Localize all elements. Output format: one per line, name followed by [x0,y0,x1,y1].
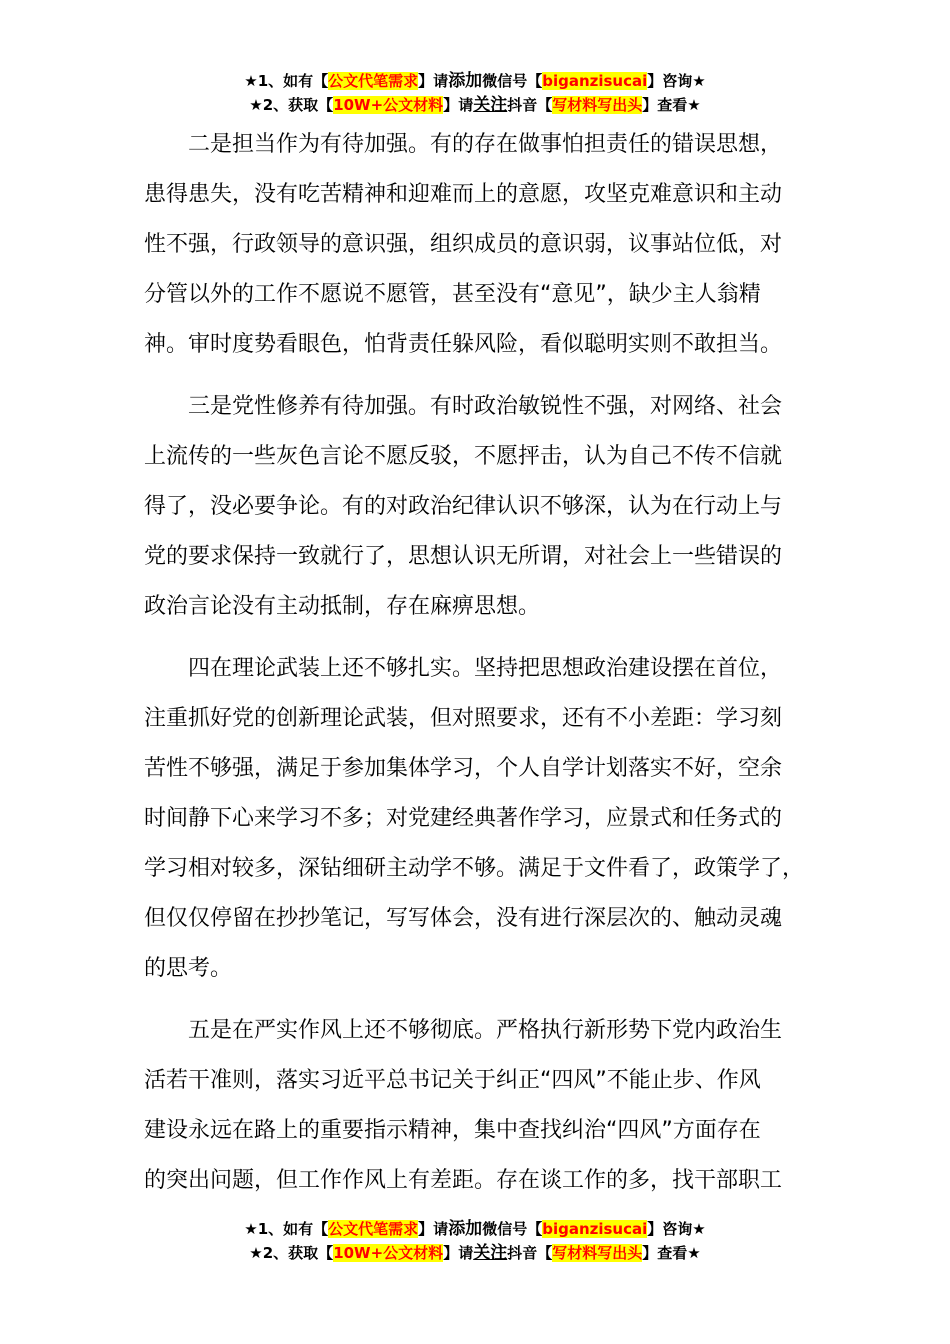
banner-text: 微信号【 [482,1220,543,1238]
highlight-wechat-id: biganzisucai [542,72,648,90]
document-body [144,120,834,1218]
text-line: 五是在严实作风上还不够彻底。严格执行新形势下党内政治生 [144,1018,783,1043]
banner-text: 】查看★ [642,1244,701,1262]
text-line: 苦性不够强，满足于参加集体学习，个人自学计划落实不好，空余 [144,756,783,781]
text-line: 学习相对较多，深钻细研主动学不够。满足于文件看了，政策学了， [144,856,805,881]
banner-line-1 [0,69,950,93]
banner-text: 抖音【 [507,96,553,114]
text-line: 的思考。 [144,956,233,981]
banner-text: 微信号【 [482,72,543,90]
banner-line-1 [0,1217,950,1241]
header-banner [0,69,950,117]
text-line: 活若干准则，落实习近平总书记关于纠正“四风”不能止步、作风 [144,1068,761,1093]
banner-line-2 [0,93,950,117]
text-line: 时间静下心来学习不多；对党建经典著作学习，应景式和任务式的 [144,806,783,831]
text-line: 注重抓好党的创新理论武装，但对照要求，还有不小差距：学习刻 [144,706,783,731]
banner-text: ★2、获取【 [249,1244,334,1262]
banner-emphasis: 关注 [473,95,508,115]
text-line: 性不强，行政领导的意识强，组织成员的意识弱，议事站位低，对 [144,232,783,257]
banner-emphasis: 添加 [448,71,483,91]
banner-text: 】请 [418,1220,449,1238]
banner-text: 】咨询★ [647,72,706,90]
text-line: 四在理论武装上还不够扎实。坚持把思想政治建设摆在首位， [144,656,783,681]
text-line: 得了，没必要争论。有的对政治纪律认识不够深，认为在行动上与 [144,494,783,519]
text-line: 二是担当作为有待加强。有的存在做事怕担责任的错误思想， [144,132,783,157]
highlight-wechat-id: biganzisucai [542,1220,648,1238]
banner-text: 抖音【 [507,1244,553,1262]
highlight-douyin: 写材料写出头 [552,96,643,114]
paragraph [144,382,834,632]
highlight-service: 公文代笔需求 [328,72,419,90]
banner-text: 】请 [443,96,474,114]
highlight-douyin: 写材料写出头 [552,1244,643,1262]
banner-text: 】查看★ [642,96,701,114]
banner-text: 】请 [418,72,449,90]
text-line: 政治言论没有主动抵制，存在麻痹思想。 [144,594,541,619]
banner-text: ★1、如有【 [244,72,329,90]
banner-text: 】请 [443,1244,474,1262]
banner-emphasis: 添加 [448,1219,483,1239]
text-line: 三是党性修养有待加强。有时政治敏锐性不强，对网络、社会 [144,394,783,419]
paragraph [144,1006,834,1206]
paragraph [144,644,834,994]
text-line: 建设永远在路上的重要指示精神，集中查找纠治“四风”方面存在 [144,1118,761,1143]
highlight-materials: 10W+公文材料 [333,1244,444,1262]
text-line: 神。审时度势看眼色，怕背责任躲风险，看似聪明实则不敢担当。 [144,332,783,357]
text-line: 上流传的一些灰色言论不愿反驳，不愿抨击，认为自己不传不信就 [144,444,783,469]
text-line: 患得患失，没有吃苦精神和迎难而上的意愿，攻坚克难意识和主动 [144,182,783,207]
banner-text: ★2、获取【 [249,96,334,114]
highlight-service: 公文代笔需求 [328,1220,419,1238]
paragraph [144,120,834,370]
banner-text: ★1、如有【 [244,1220,329,1238]
text-line: 党的要求保持一致就行了，思想认识无所谓，对社会上一些错误的 [144,544,783,569]
banner-emphasis: 关注 [473,1243,508,1263]
banner-line-2 [0,1241,950,1265]
footer-banner [0,1217,950,1265]
highlight-materials: 10W+公文材料 [333,96,444,114]
text-line: 分管以外的工作不愿说不愿管，甚至没有“意见”，缺少主人翁精 [144,282,761,307]
text-line: 的突出问题，但工作作风上有差距。存在谈工作的多，找干部职工 [144,1168,783,1193]
banner-text: 】咨询★ [647,1220,706,1238]
text-line: 但仅仅停留在抄抄笔记，写写体会，没有进行深层次的、触动灵魂 [144,906,783,931]
